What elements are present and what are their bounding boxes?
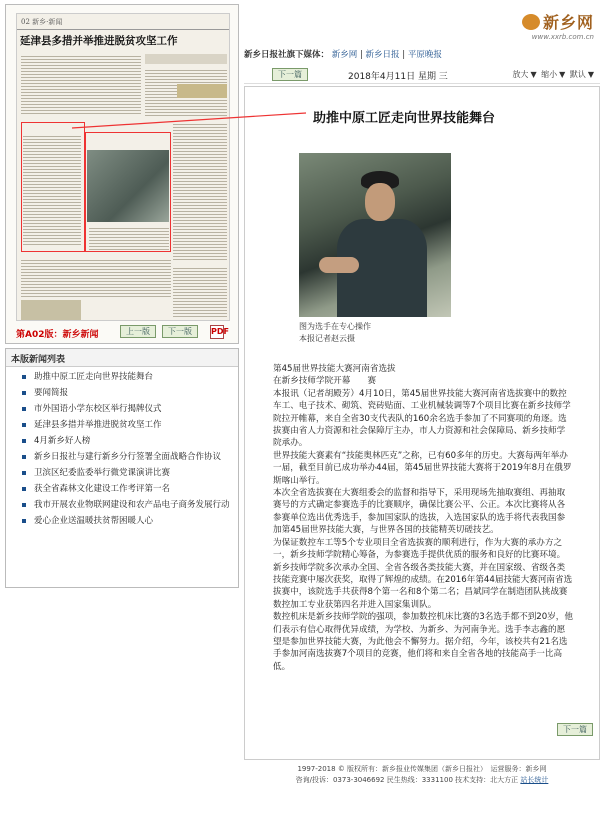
thumbnail-text-block bbox=[173, 122, 227, 262]
thumbnail-footer bbox=[14, 323, 234, 341]
media-link-xxrb-net[interactable]: 新乡网 bbox=[331, 50, 358, 60]
photo-caption bbox=[299, 321, 371, 345]
thumbnail-block bbox=[145, 54, 227, 64]
left-panel bbox=[0, 0, 240, 816]
photo-figure bbox=[365, 183, 395, 221]
next-article-button[interactable]: 下一篇 bbox=[272, 68, 308, 81]
site-logo[interactable] bbox=[522, 10, 594, 41]
paragraph: 为保证数控车工等5个专业项目全省选拔赛的顺利进行，作为大赛的承办方之一，新乡技师学院精心筹备，为参赛选手提供优质的服务和良好的比赛环境。新乡技师学院多次承办全国、全省各级各类技能大赛，并在国家级、省级各类技能竞赛中屡次获奖，取得了辉煌的成绩。在2016年第44届技能大赛河南省选拔赛中，该院选手共获得8个第一名和8个第二名；昌斌同学在制造团队挑战赛数控加工专业获第四名并进入国家集训队。 bbox=[273, 537, 573, 610]
paragraph: 世界技能大赛素有“技能奥林匹克”之称，已有60多年的历史。大赛每两年举办一届，截至目前已成功举办44届，第45届世界技能大赛将于2019年8月在俄罗斯喀山举行。 bbox=[273, 450, 572, 486]
logo-icon bbox=[522, 14, 540, 30]
paragraph: 本报讯（记者胡殿芳）4月10日，第45届世界技能大赛河南省选拔赛中的数控车工、电子技术、砌筑、瓷砖贴面、工业机械装调等7个项目比赛在新乡技师学院拉开帷幕，来自全省30支代表队的160余名选手参加了不同赛项的角逐。选拔赛由省人力资源和社会保障厅主办，市人力资源和社会保障局、新乡技师学院承办。 bbox=[273, 388, 571, 449]
list-item[interactable]: 要闻简报 bbox=[22, 387, 234, 399]
logo-name: 新乡网 bbox=[542, 13, 594, 32]
media-link-xinxiang-daily[interactable]: 新乡日报 bbox=[365, 50, 400, 60]
media-links bbox=[244, 48, 600, 60]
zoom-in-button[interactable]: 放大 bbox=[512, 70, 529, 79]
footer bbox=[244, 764, 600, 786]
separator: | bbox=[402, 50, 406, 60]
list-item[interactable]: 4月新乡好人榜 bbox=[22, 435, 234, 447]
thumbnail-text-block bbox=[173, 266, 227, 318]
list-item[interactable]: 爱心企业送温暖扶贫帮困暖人心 bbox=[22, 515, 234, 527]
article-panel bbox=[244, 86, 600, 760]
issue-date: 2018年4月11日 星期 三 bbox=[348, 72, 448, 82]
list-item[interactable]: 我市开展农业物联网建设和农产品电子商务发展行动 bbox=[22, 499, 234, 511]
list-item[interactable]: 延津县多措并举推进脱贫攻坚工作 bbox=[22, 419, 234, 431]
list-item[interactable]: 助推中原工匠走向世界技能舞台 bbox=[22, 371, 234, 383]
zoom-out-icon[interactable]: ▼ bbox=[559, 70, 566, 79]
article-list-title: 本版新闻列表 bbox=[6, 349, 238, 367]
paragraph: 数控机床是新乡技师学院的强项，参加数控机床比赛的3名选手都不到20岁，他们表示有信心取得优异成绩，为学校、为新乡、为河南争光。选手李志鑫的愿望是参加世界技能大赛，为此他会不懈努力。据介绍，今年，该校共有21名选手参加河南选拔赛7个项目的竞赛，他们将和来自全省各地的技能高手一比高低。 bbox=[273, 612, 573, 672]
zoom-default-icon[interactable]: ▼ bbox=[587, 70, 594, 79]
thumbnail-photo bbox=[21, 300, 81, 320]
article-list bbox=[5, 348, 239, 588]
thumbnail-headline: 延津县多措并举推进脱贫攻坚工作 bbox=[20, 35, 178, 47]
footer-contact: 咨询/投诉：0373-3046692 民生热线：3331100 技术支持：北大方正 bbox=[295, 776, 519, 784]
media-label: 新乡日报社旗下媒体： bbox=[244, 50, 330, 60]
list-item[interactable]: 获全省森林文化建设工作考评第一名 bbox=[22, 483, 234, 495]
edition-label: 第A02版：新乡新闻 bbox=[16, 330, 99, 340]
right-panel bbox=[244, 0, 600, 816]
thumbnail-banner bbox=[177, 84, 227, 98]
zoom-controls bbox=[510, 69, 594, 80]
caption-credit: 本报记者赵云摄 bbox=[299, 334, 355, 343]
subtitle-line: 在新乡技师学院开幕 赛 bbox=[273, 376, 377, 387]
article-photo bbox=[299, 153, 451, 317]
list-item[interactable]: 新乡日报社与建行新乡分行签署全面战略合作协议 bbox=[22, 451, 234, 463]
next-page-button[interactable]: 下一版 bbox=[162, 325, 198, 338]
zoom-in-icon[interactable]: ▼ bbox=[530, 70, 537, 79]
zoom-out-button[interactable]: 缩小 bbox=[541, 70, 558, 79]
next-article-bottom-button[interactable]: 下一篇 bbox=[557, 723, 593, 736]
article-title: 助推中原工匠走向世界技能舞台 bbox=[313, 111, 496, 126]
footer-copyright: 1997-2018 © 版权所有：新乡报业传媒集团（新乡日报社） 运营服务：新乡网 bbox=[297, 765, 547, 773]
thumbnail-text-block bbox=[21, 54, 141, 114]
toolbar bbox=[244, 66, 600, 84]
prev-page-button[interactable]: 上一版 bbox=[120, 325, 156, 338]
page-thumbnail[interactable] bbox=[16, 13, 230, 321]
paragraph: 本次全省选拔赛在大赛组委会的监督和指导下，采用现场先抽取赛组、再抽取赛号的方式确定参赛选手的比赛顺序，确保比赛公平、公正。本次比赛将从各参赛单位选出优秀选手，参加国家队的选拔，入选国家队的选手将代表我国参加第45届世界技能大赛，与世界各国的技能精英切磋技艺。 bbox=[273, 488, 566, 536]
thumbnail-highlight bbox=[21, 122, 85, 252]
thumbnail-highlight bbox=[85, 132, 171, 252]
pdf-icon[interactable]: PDF bbox=[210, 325, 224, 339]
subtitle-line: 第45届世界技能大赛河南省选拔 bbox=[273, 364, 396, 374]
thumbnail-text-block bbox=[21, 258, 171, 298]
list-item[interactable]: 市外国语小学东校区举行揭牌仪式 bbox=[22, 403, 234, 415]
article-body bbox=[273, 363, 573, 673]
logo-url: www.xxrb.com.cn bbox=[531, 33, 594, 41]
thumbnail-header: 02 新乡·新闻 bbox=[17, 14, 229, 30]
footer-stats-link[interactable]: 站长统计 bbox=[520, 776, 549, 784]
photo-figure bbox=[319, 257, 359, 273]
list-item[interactable]: 卫滨区纪委监委举行微党课演讲比赛 bbox=[22, 467, 234, 479]
zoom-default-button[interactable]: 默认 bbox=[569, 70, 586, 79]
page-thumbnail-frame bbox=[5, 4, 239, 344]
separator: | bbox=[359, 50, 363, 60]
caption-line: 图为选手在专心操作 bbox=[299, 322, 371, 331]
media-link-pingyuan-evening[interactable]: 平原晚报 bbox=[407, 50, 442, 60]
